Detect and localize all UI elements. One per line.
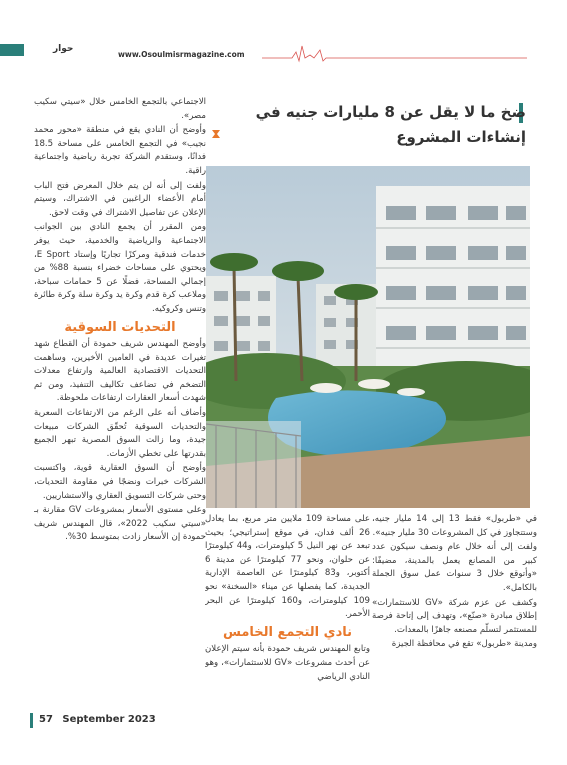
- paragraph: وأوضح أن النادي يقع في منطقة «محور محمد نجيب» في التجمع الخامس على مساحة 18.5 فدانًا، وستقدم الشركة تجربة رياضية واجتماعية راقية.: [34, 125, 206, 176]
- paragraph: ولفت إلى أنه لن يتم خلال المعرض فتح الباب أمام الأعضاء الراغبين في الاشتراك، وسيتم الإعلان عن تفاصيل الاشتراك في وقت لاحق.: [34, 180, 206, 218]
- article-column-right: [372, 513, 537, 709]
- heartbeat-line-icon: [262, 42, 527, 64]
- paragraph: ومن المقرر أن يجمع النادي بين الجوانب الاجتماعية والرياضية والخدمية، حيث يوفر خدمات فندقية ومركزًا تجاريًا وإستاد E Sport، ويحتوي على مساحات خضراء بنسبة 88% من إجمالي المساحة، فضلًا عن 5 حمامات سباحة، وملاعب كرة قدم وكرة يد وكرة سلة وكرة طائرة وتنس وكروكيه.: [34, 222, 206, 314]
- paragraph: وأوضح أن السوق العقارية قوية، واكتسبت الشركات خبرات ونضجًا في مقاومة التحديات، وحتى شركات التسويق العقاري والاستشاريين.: [34, 463, 206, 501]
- paragraph: ومدينة «طربول» تقع في محافظة الجيزة: [391, 639, 537, 650]
- section-label: حوار: [53, 44, 74, 54]
- paragraph: الاجتماعي بالتجمع الخامس خلال «سيتي سكيب مصر».: [34, 97, 206, 121]
- paragraph: وكشف عن عزم شركة «GV للاستثمارات» إطلاق مبادرة «صنّع»، وتهدف إلى إتاحة فرصة للمستثمر لتسلّم مصنعه جاهزًا بالمعدات.: [372, 597, 537, 635]
- page-number: 57: [39, 714, 53, 725]
- footer-accent-bar: [30, 713, 33, 728]
- article-column-left: [34, 96, 206, 706]
- paragraph: على مساحة 109 ملايين متر مربع، بما يعادل 26 ألف فدان، في موقع إستراتيجي؛ بحيث تبعد عن نهر النيل 5 كيلومترات، و44 كيلومترًا عن حلوان، ونحو 77 كيلومترًا عن مدينة 6 أكتوبر، و83 كيلومترًا عن العاصمة الإدارية الجديدة، كما يفصلها عن ميناء «السخنة» نحو 109 كيلومترات، و160 كيلومترًا عن البحر الأحمر.: [205, 514, 370, 620]
- article-headline: ضخ ما لا يقل عن 8 مليارات جنيه في إنشاءات المشروع: [255, 103, 526, 146]
- orange-quote-mark-icon: [210, 128, 222, 140]
- hero-photo-resort: [206, 166, 530, 508]
- article-column-middle: [205, 513, 370, 709]
- paragraph: ولفت إلى أنه خلال عام ونصف سيكون عدد كبير من المصانع يعمل بالمدينة، مضيفًا: «وأتوقع خلال 3 سنوات عمل سوق الجملة بالكامل».: [372, 542, 537, 593]
- paragraph: في «طربول» فقط 13 إلى 14 مليار جنيه، وستتجاوز في كل المشروعات 30 مليار جنيه».: [372, 514, 537, 538]
- site-url[interactable]: www.Osoulmisrmagazine.com: [118, 50, 245, 59]
- footer: [39, 714, 156, 725]
- issue-month: September 2023: [62, 714, 156, 725]
- paragraph: وعلى مستوى الأسعار بمشروعات GV مقارنة بـ «سيتي سكيب 2022»، قال المهندس شريف حمودة إن الأسعار زادت بمتوسط 30%.: [34, 505, 206, 543]
- paragraph: وأضاف أنه على الرغم من الارتفاعات السعرية والتحديات السوقية تُحقّق الشركات مبيعات جيدة، وما زالت السوق المصرية تبهر الجميع بقدرتها على تخطي الأزمات.: [34, 408, 206, 459]
- paragraph: وأوضح المهندس شريف حمودة أن القطاع شهد تغيرات عديدة في العامين الأخيرين، وساهمت التحديات الاقتصادية العالمية وارتفاع معدلات التضخم في تضاعف تكاليف التنفيذ، ومن ثم شهدت أسعار العقارات ارتفاعات ملحوظة.: [34, 339, 206, 404]
- subhead-market-challenges: التحديات السوقية: [64, 319, 176, 335]
- paragraph: وتابع المهندس شريف حمودة بأنه سيتم الإعلان عن أحدث مشروعات «GV للاستثمارات»، وهو النادي الرياضي: [205, 644, 370, 682]
- section-color-tab: [0, 44, 24, 56]
- subhead-fifth-settlement-club: نادي التجمع الخامس: [222, 624, 353, 640]
